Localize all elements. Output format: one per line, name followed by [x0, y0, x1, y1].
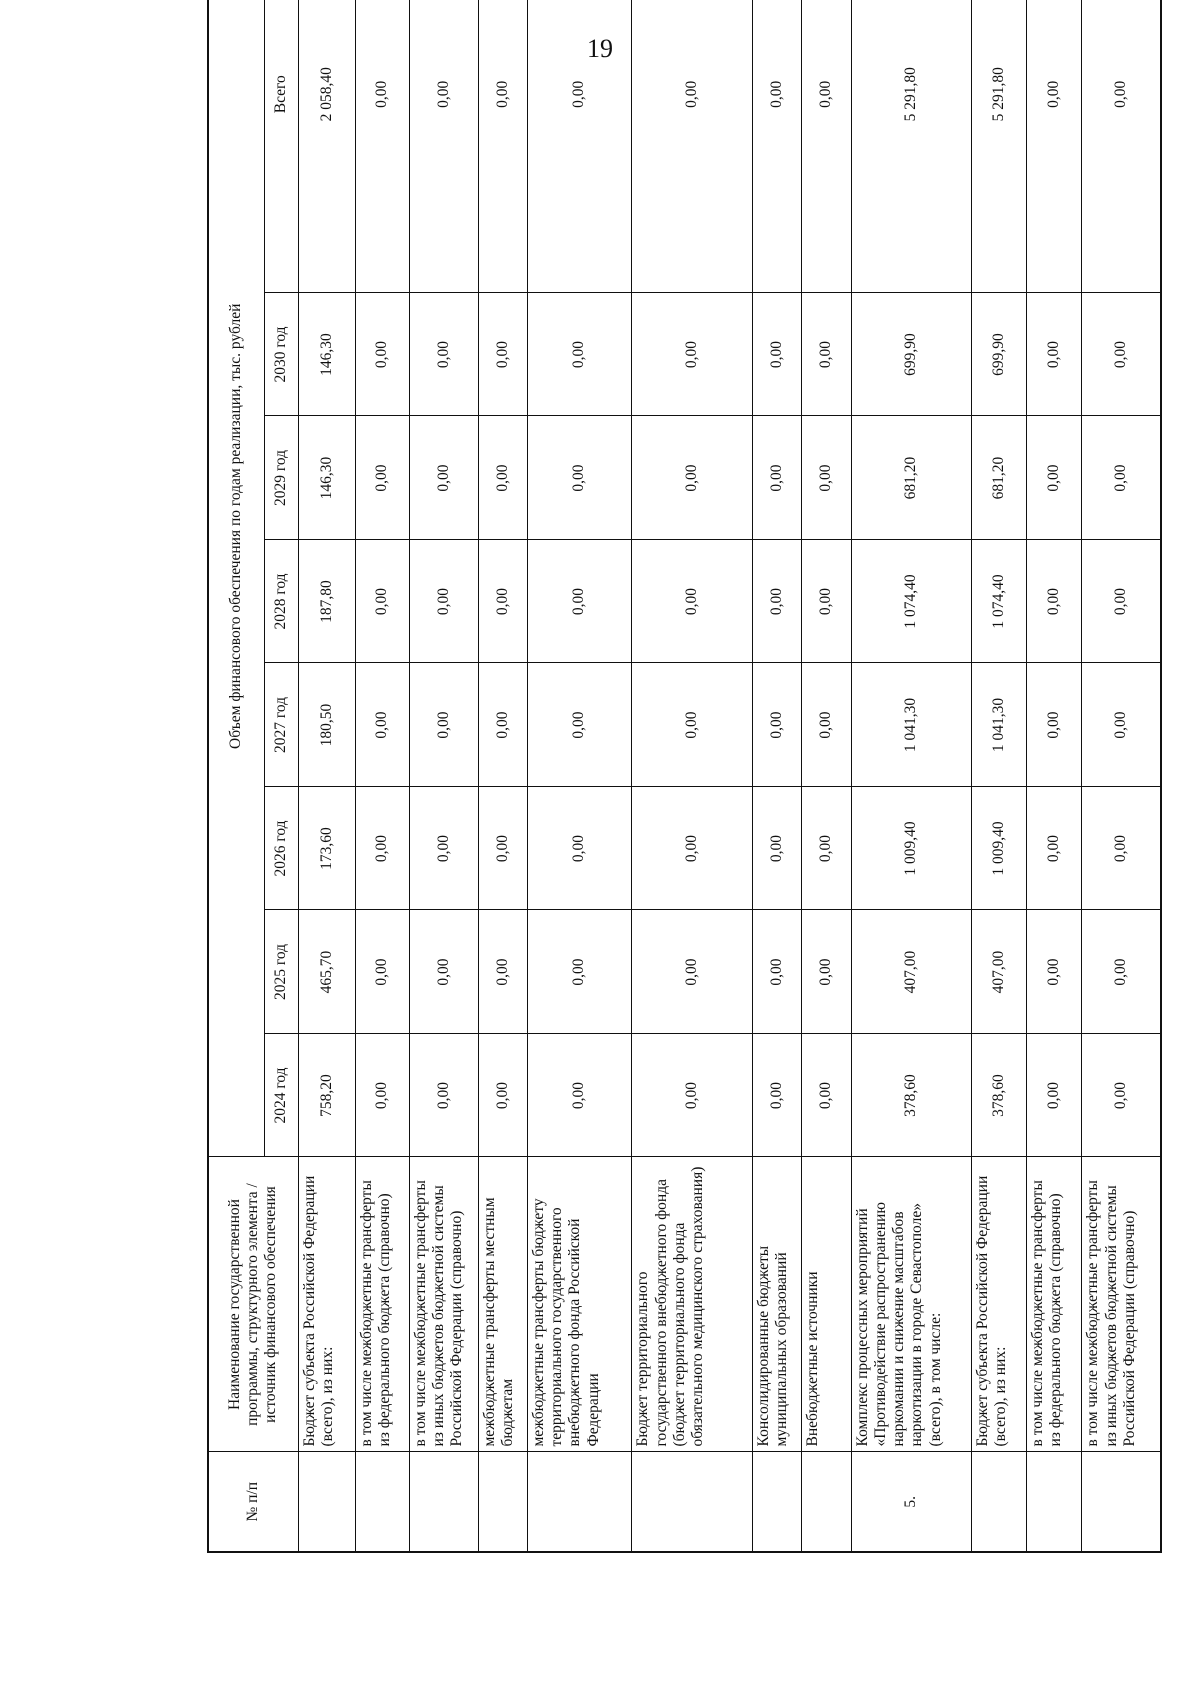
- row-value: 1 041,30: [972, 663, 1027, 787]
- table-row: [752, 0, 801, 1552]
- row-index: [802, 1452, 851, 1552]
- row-index: [972, 1452, 1027, 1552]
- row-value: 0,00: [355, 416, 409, 540]
- row-value: 1 009,40: [972, 787, 1027, 910]
- row-value: 0,00: [1082, 416, 1161, 540]
- row-index: [478, 1452, 527, 1552]
- table-row: [478, 0, 527, 1552]
- row-value: 0,00: [409, 293, 478, 416]
- row-value: 0,00: [752, 416, 801, 540]
- header-index: № п/п: [208, 1452, 298, 1552]
- row-value: 0,00: [632, 416, 753, 540]
- row-total: 5 291,80: [851, 0, 972, 293]
- row-value: 465,70: [298, 910, 355, 1034]
- row-index: [1082, 1452, 1161, 1552]
- row-value: 0,00: [632, 293, 753, 416]
- table-row: [527, 0, 631, 1552]
- row-value: 0,00: [1082, 663, 1161, 787]
- row-value: 0,00: [527, 1034, 631, 1157]
- header-year: 2028 год: [264, 540, 298, 663]
- row-index: [632, 1452, 753, 1552]
- row-total: 0,00: [1027, 0, 1082, 293]
- row-value: 146,30: [298, 416, 355, 540]
- row-value: 0,00: [409, 540, 478, 663]
- table-row: [1082, 0, 1161, 1552]
- row-value: 0,00: [1027, 663, 1082, 787]
- row-value: 0,00: [802, 787, 851, 910]
- row-value: 0,00: [802, 540, 851, 663]
- row-total: 0,00: [752, 0, 801, 293]
- row-value: 0,00: [409, 787, 478, 910]
- header-year: 2026 год: [264, 787, 298, 910]
- header-year: 2025 год: [264, 910, 298, 1034]
- row-value: 0,00: [632, 663, 753, 787]
- row-total: 0,00: [527, 0, 631, 293]
- table-row: [802, 0, 851, 1552]
- table-row: [355, 0, 409, 1552]
- row-value: 0,00: [478, 540, 527, 663]
- row-name: межбюджетные трансферты местным бюджетам: [478, 1157, 527, 1452]
- row-total: 0,00: [478, 0, 527, 293]
- table-row: [972, 0, 1027, 1552]
- row-value: 1 041,30: [851, 663, 972, 787]
- row-value: 1 009,40: [851, 787, 972, 910]
- row-value: 0,00: [355, 787, 409, 910]
- row-value: 0,00: [478, 910, 527, 1034]
- row-value: 0,00: [355, 663, 409, 787]
- row-value: 0,00: [752, 663, 801, 787]
- row-value: 0,00: [527, 540, 631, 663]
- row-value: 0,00: [1027, 787, 1082, 910]
- row-value: 0,00: [478, 293, 527, 416]
- row-value: 0,00: [409, 416, 478, 540]
- row-value: 0,00: [752, 1034, 801, 1157]
- row-value: 0,00: [802, 293, 851, 416]
- table-row: [1027, 0, 1082, 1552]
- row-value: 681,20: [972, 416, 1027, 540]
- row-value: 0,00: [752, 293, 801, 416]
- row-value: 0,00: [527, 663, 631, 787]
- header-year: 2030 год: [264, 293, 298, 416]
- row-value: 407,00: [972, 910, 1027, 1034]
- financing-table: [207, 0, 1162, 1553]
- row-value: 0,00: [527, 910, 631, 1034]
- row-total: 0,00: [1082, 0, 1161, 293]
- row-value: 699,90: [851, 293, 972, 416]
- table-row: [632, 0, 753, 1552]
- row-value: 0,00: [527, 787, 631, 910]
- row-value: 699,90: [972, 293, 1027, 416]
- row-value: 1 074,40: [972, 540, 1027, 663]
- row-value: 0,00: [632, 1034, 753, 1157]
- row-value: 0,00: [478, 787, 527, 910]
- row-value: 0,00: [355, 540, 409, 663]
- row-value: 681,20: [851, 416, 972, 540]
- row-total: 0,00: [802, 0, 851, 293]
- row-value: 0,00: [632, 787, 753, 910]
- row-value: 378,60: [972, 1034, 1027, 1157]
- row-value: 0,00: [355, 910, 409, 1034]
- row-value: 758,20: [298, 1034, 355, 1157]
- row-value: 0,00: [1027, 416, 1082, 540]
- row-value: 146,30: [298, 293, 355, 416]
- header-year: 2027 год: [264, 663, 298, 787]
- row-index: [355, 1452, 409, 1552]
- row-value: 0,00: [802, 663, 851, 787]
- header-year: 2029 год: [264, 416, 298, 540]
- row-value: 0,00: [1027, 293, 1082, 416]
- row-total: 0,00: [355, 0, 409, 293]
- row-name: в том числе межбюджетные трансферты из иных бюджетов бюджетной системы Российской Федерации (справочно): [409, 1157, 478, 1452]
- row-name: в том числе межбюджетные трансферты из федерального бюджета (справочно): [355, 1157, 409, 1452]
- row-value: 0,00: [632, 540, 753, 663]
- row-value: 0,00: [802, 1034, 851, 1157]
- row-name: межбюджетные трансферты бюджету территориального государственного внебюджетного фонда Российской Федерации: [527, 1157, 631, 1452]
- row-value: 0,00: [1082, 540, 1161, 663]
- row-value: 0,00: [409, 663, 478, 787]
- row-name: Комплекс процессных мероприятий «Противодействие распространению наркомании и снижение масштабов наркотизации в городе Севастополе» (всего), в том числе:: [851, 1157, 972, 1452]
- row-value: 0,00: [632, 910, 753, 1034]
- row-value: 173,60: [298, 787, 355, 910]
- row-value: 180,50: [298, 663, 355, 787]
- header-name: Наименование государственной программы, структурного элемента / источник финансового обеспечения: [208, 1157, 298, 1452]
- row-value: 0,00: [1082, 293, 1161, 416]
- row-value: 378,60: [851, 1034, 972, 1157]
- row-name: Бюджет территориального государственного внебюджетного фонда (бюджет территориального фонда обязательного медицинского страхования): [632, 1157, 753, 1452]
- page-number: 19: [587, 34, 613, 63]
- row-name: Внебюджетные источники: [802, 1157, 851, 1452]
- table-row: [409, 0, 478, 1552]
- row-index: [298, 1452, 355, 1552]
- row-value: 1 074,40: [851, 540, 972, 663]
- row-value: 0,00: [802, 416, 851, 540]
- row-index: 5.: [851, 1452, 972, 1552]
- row-value: 0,00: [752, 540, 801, 663]
- row-total: 5 291,80: [972, 0, 1027, 293]
- row-value: 0,00: [1082, 1034, 1161, 1157]
- row-value: 0,00: [355, 1034, 409, 1157]
- table-row: [298, 0, 355, 1552]
- row-value: 0,00: [409, 1034, 478, 1157]
- row-value: 407,00: [851, 910, 972, 1034]
- rotated-table-container: [207, 67, 1162, 1553]
- row-name: в том числе межбюджетные трансферты из федерального бюджета (справочно): [1027, 1157, 1082, 1452]
- row-value: 0,00: [409, 910, 478, 1034]
- row-name: Бюджет субъекта Российской Федерации (всего), из них:: [972, 1157, 1027, 1452]
- row-index: [1027, 1452, 1082, 1552]
- row-value: 0,00: [1082, 910, 1161, 1034]
- row-name: Бюджет субъекта Российской Федерации (всего), из них:: [298, 1157, 355, 1452]
- header-year: 2024 год: [264, 1034, 298, 1157]
- row-index: [409, 1452, 478, 1552]
- row-name: Консолидированные бюджеты муниципальных образований: [752, 1157, 801, 1452]
- row-value: 0,00: [1027, 540, 1082, 663]
- row-value: 0,00: [1027, 1034, 1082, 1157]
- row-total: 0,00: [632, 0, 753, 293]
- header-group: Объем финансового обеспечения по годам реализации, тыс. рублей: [208, 0, 264, 1157]
- row-value: 187,80: [298, 540, 355, 663]
- row-value: 0,00: [802, 910, 851, 1034]
- row-value: 0,00: [355, 293, 409, 416]
- row-value: 0,00: [752, 787, 801, 910]
- row-value: 0,00: [527, 293, 631, 416]
- row-value: 0,00: [478, 1034, 527, 1157]
- row-value: 0,00: [478, 416, 527, 540]
- header-total: Всего: [264, 0, 298, 293]
- row-value: 0,00: [478, 663, 527, 787]
- row-value: 0,00: [1027, 910, 1082, 1034]
- row-total: 0,00: [409, 0, 478, 293]
- row-total: 2 058,40: [298, 0, 355, 293]
- row-value: 0,00: [1082, 787, 1161, 910]
- row-value: 0,00: [527, 416, 631, 540]
- table-row: [851, 0, 972, 1552]
- row-value: 0,00: [752, 910, 801, 1034]
- row-index: [752, 1452, 801, 1552]
- row-index: [527, 1452, 631, 1552]
- row-name: в том числе межбюджетные трансферты из иных бюджетов бюджетной системы Российской Федерации (справочно): [1082, 1157, 1161, 1452]
